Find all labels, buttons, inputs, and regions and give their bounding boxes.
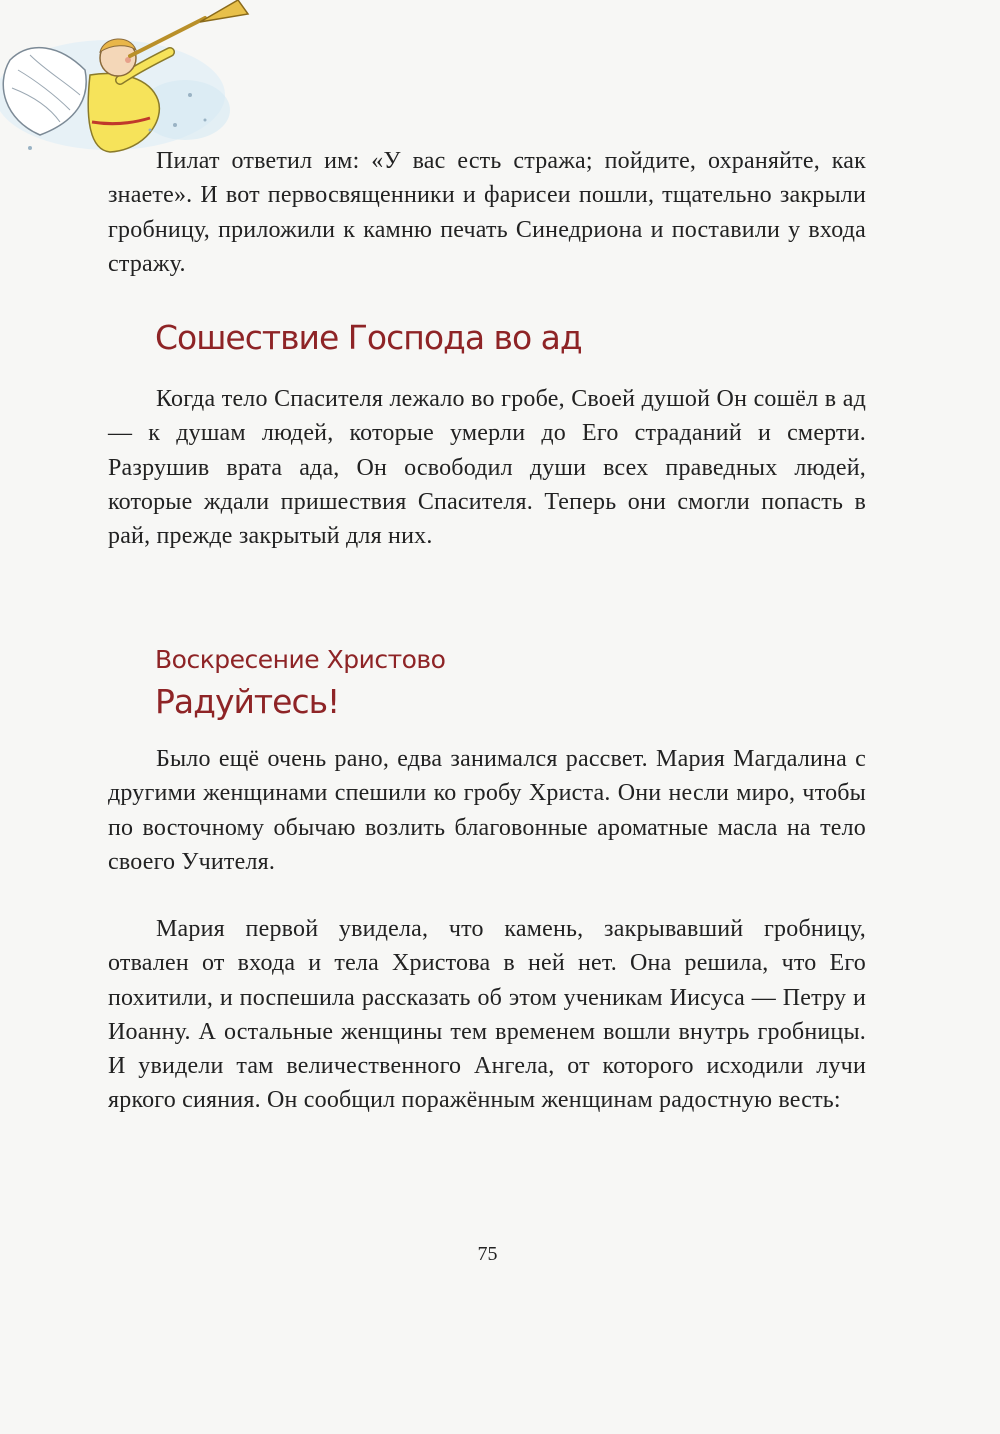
heading-descent: Сошествие Господа во ад	[155, 318, 582, 357]
heading-rejoice: Радуйтесь!	[155, 682, 340, 721]
paragraph-pilate: Пилат ответил им: «У вас есть стража; пойдите, охраняйте, как знаете». И вот первосвященники и фарисеи пошли, тщательно закрыли гробницу, приложили к камню печать Синедриона и поставили у входа стражу.	[108, 148, 866, 277]
paragraph-dawn: Было ещё очень рано, едва занимался рассвет. Мария Магдалина с другими женщинами спешили ко гробу Христа. Они несли миро, чтобы по восточному обычаю возлить благовонные ароматные масла на тело своего Учителя.	[108, 746, 866, 875]
paragraph-descent: Когда тело Спасителя лежало во гробе, Своей душой Он сошёл в ад — к душам людей, которые умерли до Его страданий и смерти. Разрушив врата ада, Он освободил души всех праведных людей, которые ждали пришествия Спасителя. Теперь они смогли попасть в рай, прежде закрытый для них.	[108, 386, 866, 550]
heading-resurrection: Воскресение Христово	[155, 645, 446, 674]
paragraph-angel: Мария первой увидела, что камень, закрывавший гробницу, отвален от входа и тела Христова в ней нет. Она решила, что Его похитили, и поспешила рассказать об этом ученикам Иисуса — Петру и Иоанну. А остальные женщины тем временем вошли внутрь гробницы. И увидели там величественного Ангела, от которого исходили лучи яркого сияния. Он сообщил поражённым женщинам радостную весть:	[108, 916, 866, 1114]
angel-trumpet-icon	[0, 0, 270, 160]
page-number: 75	[477, 1243, 498, 1265]
